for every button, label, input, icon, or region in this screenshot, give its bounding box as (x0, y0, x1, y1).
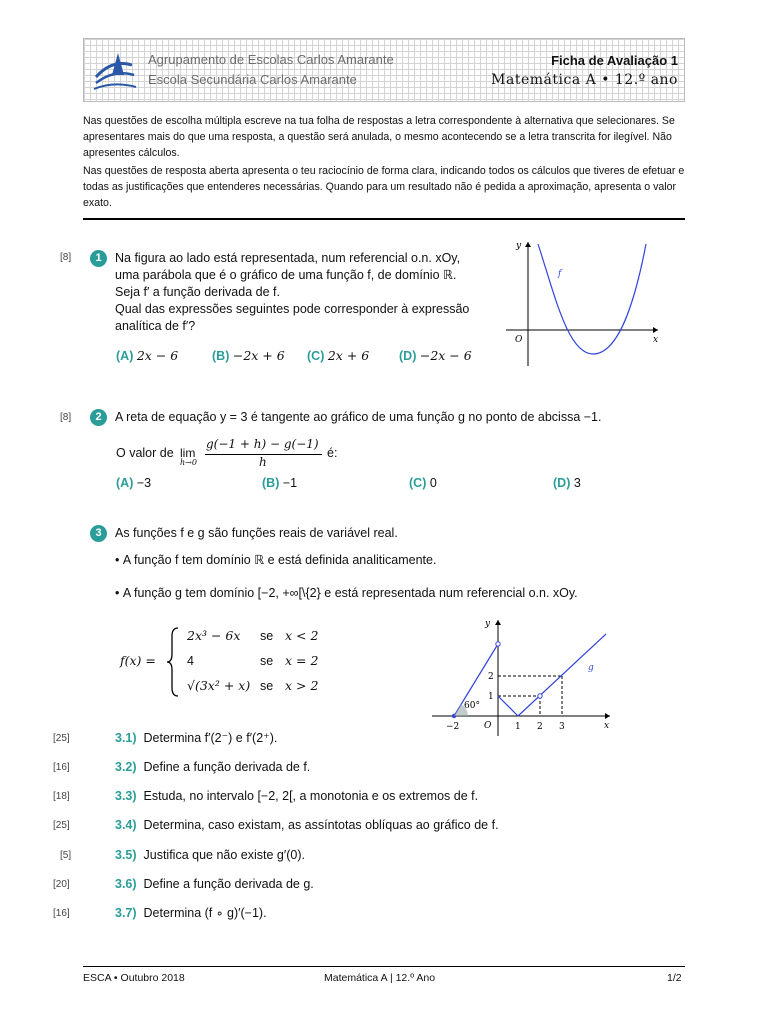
piecewise-lhs: f(x) = (120, 653, 156, 668)
q35-points: [5] (60, 850, 72, 861)
q35: 3.5) Justifica que não existe g′(0). (115, 848, 305, 862)
q2-option-d[interactable]: (D) 3 (553, 476, 581, 490)
q1-line2: uma parábola que é o gráfico de uma função f, de domínio ℝ. (115, 268, 457, 282)
q2-option-a[interactable]: (A) −3 (116, 476, 152, 490)
q3-x-axis-arrow (605, 713, 610, 719)
q2-lim-word: lim (180, 446, 196, 460)
q2-lim-suffix: é: (327, 446, 338, 460)
q1-option-a[interactable]: (A) 2x − 6 (116, 348, 179, 363)
q3-x-tick-neg2: −2 (446, 722, 460, 732)
school-group-name: Agrupamento de Escolas Carlos Amarante (148, 52, 394, 67)
q34: 3.4) Determina, caso existam, as assíntotas oblíquas ao gráfico de f. (115, 818, 499, 832)
q1-line4: Qual das expressões seguintes pode corresponder à expressão (115, 302, 470, 316)
q1-option-b[interactable]: (B) −2x + 6 (212, 348, 285, 363)
q1-number: 1 (90, 250, 107, 267)
q1-x-axis-arrow (653, 327, 658, 333)
bullet-icon: • (115, 586, 120, 600)
q32-points: [16] (53, 762, 70, 773)
q3-g-open-point-x2 (538, 694, 542, 698)
piecewise-row1-cond: x < 2 (285, 628, 319, 643)
q37: 3.7) Determina (f ∘ g)′(−1). (115, 906, 267, 920)
q3-x-tick-2: 2 (537, 722, 543, 732)
q2-option-b[interactable]: (B) −1 (262, 476, 298, 490)
q1-parabola-graph (500, 236, 670, 370)
footer-center: Matemática A | 12.º Ano (324, 972, 436, 984)
q34-points: [25] (53, 820, 70, 831)
q2-points: [8] (60, 412, 72, 423)
q37-points: [16] (53, 908, 70, 919)
q3-bullet-1: • A função f tem domínio ℝ e está definida analiticamente. (115, 553, 437, 567)
q1-line5: analítica de f′? (115, 319, 196, 333)
piecewise-row1-expr: 2x³ − 6x (187, 628, 241, 643)
q1-points: [8] (60, 252, 72, 263)
q3-curve-label: g (588, 663, 594, 673)
q31-points: [25] (53, 733, 70, 744)
instructions-divider (83, 218, 685, 220)
q1-parabola-curve (538, 244, 646, 354)
footer-page-number: 1/2 (667, 972, 682, 984)
q36-points: [20] (53, 879, 70, 890)
q3-g-segment-down (498, 696, 518, 716)
q1-option-d[interactable]: (D) −2x − 6 (399, 348, 472, 363)
instructions-open-answer: Nas questões de resposta aberta apresenta o teu raciocínio de forma clara, indicando todos os cálculos que tiveres de efetuar e todas as justificações que entenderes necessárias. Quando para um resultado não é pedida a aproximação, apresenta o valor exato. (83, 165, 685, 209)
q1-y-label: y (516, 241, 522, 251)
page-header (83, 38, 685, 102)
piecewise-row1-se: se (260, 629, 274, 643)
q2-denominator: h (259, 455, 267, 469)
q33: 3.3) Estuda, no intervalo [−2, 2[, a monotonia e os extremos de f. (115, 789, 479, 803)
q3-g-open-point-top (496, 642, 500, 646)
q2-statement: A reta de equação y = 3 é tangente ao gráfico de uma função g no ponto de abcissa −1. (115, 410, 602, 424)
q3-intro: As funções f e g são funções reais de variável real. (115, 526, 398, 540)
q3-y-tick-2: 2 (488, 672, 494, 682)
q3-y-tick-1: 1 (488, 692, 494, 702)
instructions-multiple-choice: Nas questões de escolha múltipla escreve na tua folha de respostas a letra correspondente à alternativa que selecionares. Se apresentares mais do que uma resposta, a questão será anulada, o mesmo acontecendo se a letra transcrita for ilegível. Não apresentes cálculos. (83, 115, 675, 159)
piecewise-row2-se: se (260, 654, 274, 668)
school-name: Escola Secundária Carlos Amarante (148, 72, 357, 87)
piecewise-row3-cond: x > 2 (285, 678, 319, 693)
q31: 3.1) Determina f′(2⁻) e f′(2⁺). (115, 731, 278, 745)
q3-function-g-graph (428, 614, 618, 738)
q3-origin-label: O (484, 721, 492, 731)
q3-number: 3 (90, 525, 107, 542)
bullet-icon: • (115, 553, 120, 567)
sheet-title: Ficha de Avaliação 1 (551, 53, 678, 68)
piecewise-brace (166, 626, 182, 698)
q2-lim-prefix: O valor de (116, 446, 174, 460)
q3-x-tick-1: 1 (515, 722, 521, 732)
q2-lim-sub: h→0 (180, 458, 197, 467)
q1-x-label: x (653, 335, 659, 345)
q3-y-axis-arrow (495, 620, 501, 625)
subject-title: Matemática A • 12.º ano (491, 72, 678, 88)
school-logo (88, 47, 140, 95)
footer-left: ESCA • Outubro 2018 (83, 972, 185, 984)
q1-y-axis-arrow (525, 242, 531, 247)
q2-number: 2 (90, 409, 107, 426)
q3-x-label: x (604, 721, 610, 731)
q3-angle-label: 60° (464, 701, 480, 711)
footer-divider (83, 966, 685, 967)
piecewise-row3-expr: √(3x² + x) (187, 678, 251, 693)
q1-origin-label: O (515, 335, 523, 345)
q1-line1: Na figura ao lado está representada, num referencial o.n. xOy, (115, 251, 461, 265)
q32: 3.2) Define a função derivada de f. (115, 760, 311, 774)
q1-line3: Seja f′ a função derivada de f. (115, 285, 280, 299)
piecewise-row2-cond: x = 2 (285, 653, 319, 668)
q1-curve-label: f (558, 269, 562, 279)
q2-numerator: g(−1 + h) − g(−1) (206, 437, 319, 451)
q3-x-tick-3: 3 (559, 722, 565, 732)
q36: 3.6) Define a função derivada de g. (115, 877, 314, 891)
q1-text (115, 250, 485, 335)
q3-bullet-2: • A função g tem domínio [−2, +∞[\{2} e está representada num referencial o.n. xOy. (115, 586, 578, 600)
q2-option-c[interactable]: (C) 0 (409, 476, 437, 490)
q3-y-label: y (485, 619, 491, 629)
piecewise-row2-expr: 4 (187, 654, 194, 668)
piecewise-row3-se: se (260, 679, 274, 693)
q1-option-c[interactable]: (C) 2x + 6 (307, 348, 370, 363)
q33-points: [18] (53, 791, 70, 802)
